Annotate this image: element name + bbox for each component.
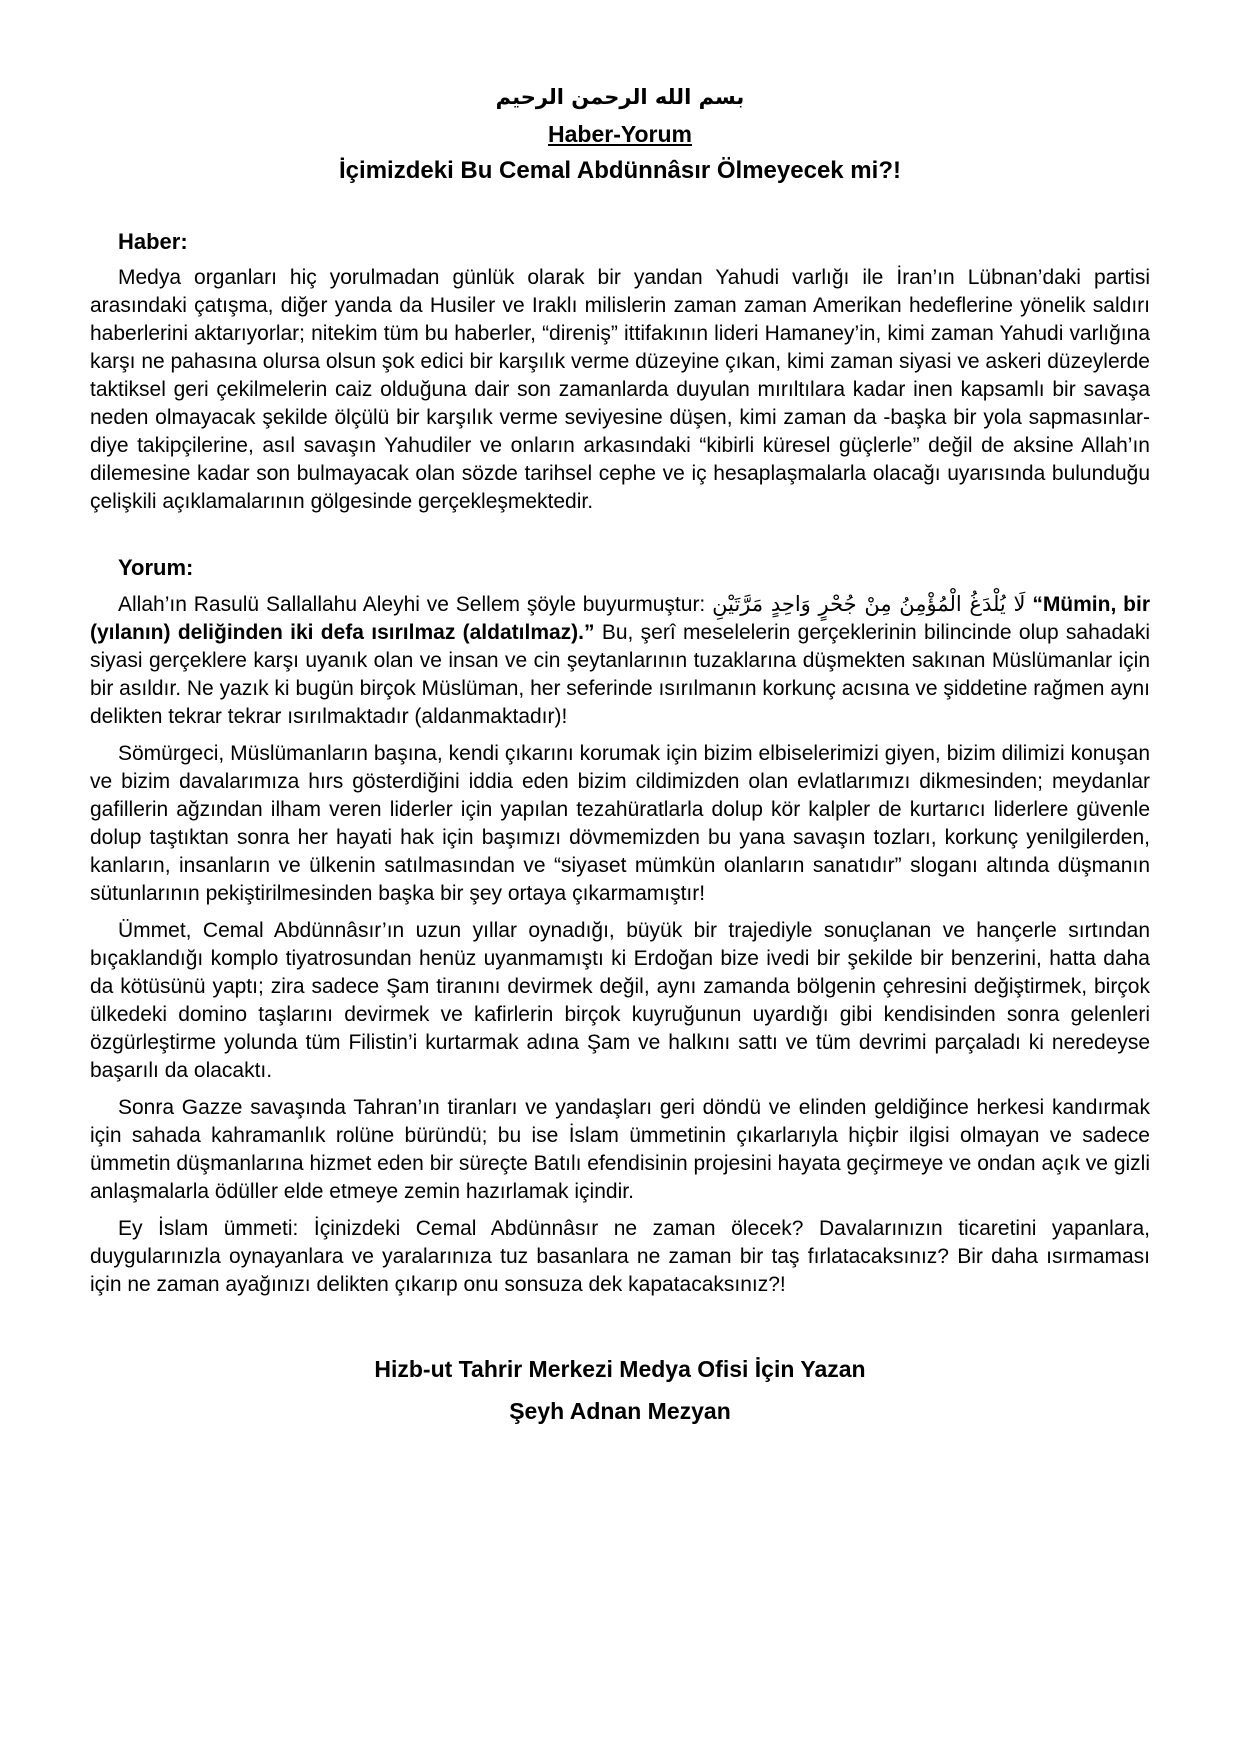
yorum-section-heading: Yorum: xyxy=(118,555,194,580)
yorum-hadith-paragraph xyxy=(90,590,1150,731)
hadith-arabic-text: لَا يُلْدَغُ الْمُؤْمِنُ مِنْ جُحْرٍ وَاحِدٍ مَرَّتَيْنِ xyxy=(712,592,1026,616)
document-footer xyxy=(90,1355,1150,1425)
hadith-commentary-text: Bu, şerî meselelerin gerçeklerinin bilincinde olup sahadaki siyasi gerçeklere karşı uyanık olan ve insan ve cin şeytanlarının tuzaklarına düşmekten sakınan Müslümanlar için bir asıldır. Ne yazık ki bugün birçok Müslüman, her seferinde ısırılmanın korkunç acısına ve şiddetine rağmen aynı delikten tekrar tekrar ısırılmaktadır (aldanmaktadır)! xyxy=(90,621,1150,728)
yorum-paragraph-2: Ümmet, Cemal Abdünnâsır’ın uzun yıllar oynadığı, büyük bir trajediyle sonuçlanan ve hançerle sırtından bıçaklandığı komplo tiyatrosundan henüz uyanmamıştı ki Erdoğan bize ivedi bir şekilde bir benzerini, hatta daha da kötüsünü yaptı; zira sadece Şam tiranını devirmek değil, aynı zamanda bölgenin çehresini değiştirmek, birçok ülkedeki domino taşlarını devirmek ve kafirlerin birçok kuyruğunun uyardığı gibi kendisinden sonra gelenleri özgürleştirme yolunda tüm Filistin’i kurtarmak adına Şam ve halkını sattı ve tüm devrimi parçaladı ki neredeyse başarılı da olacaktı. xyxy=(90,919,1150,1082)
hadith-translation-bold: “Mümin, bir (yılanın) deliğinden iki defa ısırılmaz (aldatılmaz).” xyxy=(90,593,1150,644)
footer-author: Şeyh Adnan Mezyan xyxy=(509,1398,731,1424)
yorum-paragraph-1: Sömürgeci, Müslümanların başına, kendi çıkarını korumak için bizim elbiselerimizi giyen, bizim dilimizi konuşan ve bizim davalarımıza hırs gösterdiğini iddia eden bizim cildimizden olan evlatlarımızı dikmesinden; meydanlar gafillerin ağzından ilham veren liderler için yapılan tezahüratlarla dolup kör kalpler de kurtarıcı liderlere güvenle dolup taştıktan sonra her hayati hak için başımızı dövmemizden bu yana savaşın tozları, korkunç yenilgilerden, kanların, insanların ve ülkenin satılmasından ve “siyaset mümkün olanların sanatıdır” sloganı altında düşmanın sütunlarının pekiştirilmesinden başka bir şey ortaya çıkarmamıştır! xyxy=(90,742,1150,905)
kicker-haber-yorum: Haber-Yorum xyxy=(548,121,692,147)
hadith-intro-text: Allah’ın Rasulü Sallallahu Aleyhi ve Sellem şöyle buyurmuştur: xyxy=(118,593,706,616)
footer-byline: Hizb-ut Tahrir Merkezi Medya Ofisi İçin Yazan xyxy=(374,1356,866,1382)
page-title: İçimizdeki Bu Cemal Abdünnâsır Ölmeyecek mi?! xyxy=(339,157,901,184)
yorum-paragraph-3: Sonra Gazze savaşında Tahran’ın tiranları ve yandaşları geri döndü ve elinden geldiğince herkesi kandırmak için sahada kahramanlık rolüne büründü; bu ise İslam ümmetinin çıkarlarıyla hiçbir ilgisi olmayan ve sadece ümmetin düşmanlarına hizmet eden bir süreçte Batılı efendisinin projesini hayata geçirmeye ve ondan açık ve gizli anlaşmalarla ödüller elde etmeye zemin hazırlamak içindir. xyxy=(90,1096,1150,1203)
yorum-paragraph-4: Ey İslam ümmeti: İçinizdeki Cemal Abdünnâsır ne zaman ölecek? Davalarınızın ticaretini yapanlara, duygularınızla oynayanlara ve yaralarınıza tuz basanlara ne zaman bir taş fırlatacaksınız? Bir daha ısırmaması için ne zaman ayağınızı delikten çıkarıp onu sonsuza dek kapatacaksınız?! xyxy=(90,1217,1150,1296)
haber-section-heading: Haber: xyxy=(118,229,188,254)
haber-paragraph: Medya organları hiç yorulmadan günlük olarak bir yandan Yahudi varlığı ile İran’ın Lübnan’daki partisi arasındaki çatışma, diğer yanda da Husiler ve Iraklı milislerin zaman zaman Amerikan hedeflerine yönelik saldırı haberlerini aktarıyorlar; nitekim tüm bu haberler, “direniş” ittifakının lideri Hamaney’in, kimi zaman Yahudi varlığına karşı ne pahasına olursa olsun şok edici bir karşılık verme düzeyine çıkan, kimi zaman siyasi ve askeri düzeylerde taktiksel geri çekilmelerin caiz olduğuna dair son zamanlarda duyulan mırıltılara kadar inen kapsamlı bir savaşa neden olmayacak şekilde ölçülü bir karşılık verme seviyesine düşen, kimi zaman da -başka bir yola sapmasınlar- diye takipçilerine, asıl savaşın Yahudiler ve onların arkasındaki “kibirli küresel güçlerle” değil de aksine Allah’ın dilemesine kadar son bulmayacak olan sözde tarihsel cephe ve iç hesaplaşmalarla olacağı uyarısında bulunduğu çelişkili açıklamalarının gölgesinde gerçekleşmektedir. xyxy=(90,266,1150,513)
basmala-heading: بسم الله الرحمن الرحيم xyxy=(495,85,745,109)
